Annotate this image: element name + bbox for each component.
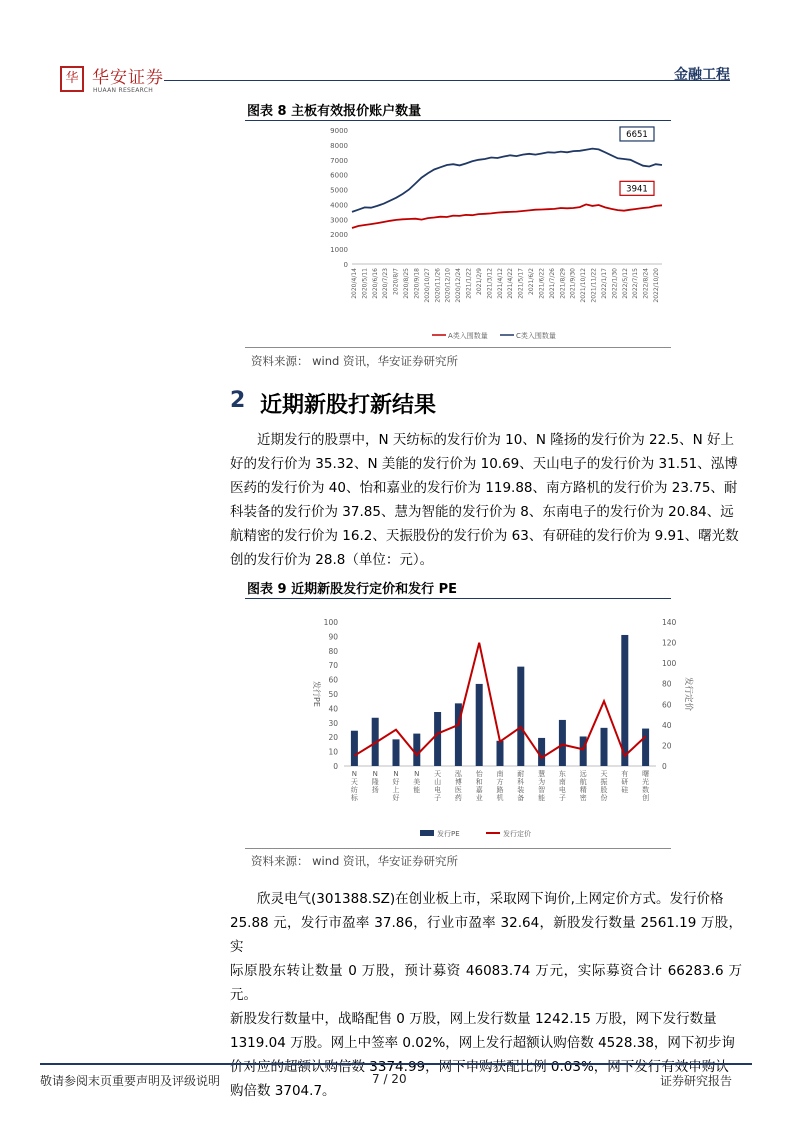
svg-text:航: 航: [579, 778, 587, 786]
x-tick-label: 2021/4/12: [496, 268, 504, 299]
pe-bar: [517, 667, 524, 766]
x-tick-label: 2020/11/26: [434, 268, 442, 303]
figure8-line-chart: [300, 122, 700, 347]
legend-label: 发行定价: [503, 830, 531, 838]
paragraph-line: 近期发行的股票中，N 天纺标的发行价为 10、N 隆扬的发行价为 22.5、N 好上: [257, 432, 734, 448]
y-right-tick-label: 100: [662, 659, 677, 669]
x-tick-label: 2022/5/12: [621, 268, 629, 299]
svg-text:药: 药: [454, 794, 462, 802]
paragraph-line: 价对应的超额认购倍数 3374.99，网下申购获配比例 0.03%，网下发行有效申购认: [230, 1059, 729, 1075]
x-category-label: [601, 770, 608, 802]
x-tick-label: 2020/8/7: [392, 268, 400, 295]
x-tick-label: 2022/7/15: [632, 268, 640, 299]
x-category-label: [497, 769, 504, 802]
section-title: 近期新股打新结果: [260, 393, 437, 418]
svg-text:天: 天: [600, 770, 608, 778]
svg-text:怡: 怡: [475, 770, 483, 778]
paragraph-line: 购倍数 3704.7。: [230, 1083, 336, 1099]
x-tick-label: 2020/4/14: [351, 268, 358, 299]
x-category-label: [372, 770, 379, 794]
paragraph-line: 1319.04 万股。网上中签率 0.02%，网上发行超额认购倍数 4528.38，网下初步询: [230, 1035, 735, 1051]
y-left-tick-label: 100: [323, 618, 338, 627]
x-tick-label: 2021/3/12: [486, 268, 494, 299]
svg-text:东: 东: [558, 770, 566, 778]
figure9-title: 图表 9 近期新股发行定价和发行 PE: [247, 582, 458, 597]
svg-text:精: 精: [579, 786, 587, 794]
figure8-bottom-rule: [245, 347, 671, 348]
svg-text:振: 振: [600, 778, 608, 786]
x-tick-label: 2022/1/30: [611, 268, 619, 299]
legend-label: A类入围数量: [448, 332, 488, 340]
x-tick-label: 2020/9/18: [413, 268, 421, 299]
x-category-label: [413, 770, 420, 794]
svg-text:股: 股: [600, 786, 608, 794]
paragraph-line: 创的发行价为 28.8（单位：元）。: [230, 552, 434, 568]
y-left-tick-label: 40: [328, 704, 338, 714]
svg-text:标: 标: [350, 794, 358, 802]
legend-label: C类入围数量: [516, 332, 556, 340]
svg-text:业: 业: [475, 794, 483, 802]
svg-text:科: 科: [517, 778, 525, 786]
pe-bar: [601, 728, 608, 766]
y-right-tick-label: 80: [662, 679, 672, 689]
y-tick-label: 9000: [330, 127, 348, 135]
y-left-tick-label: 30: [328, 718, 338, 728]
x-category-label: [455, 769, 463, 802]
svg-text:能: 能: [538, 794, 546, 802]
svg-text:子: 子: [558, 794, 566, 802]
svg-text:创: 创: [642, 794, 650, 802]
svg-text:装: 装: [517, 786, 525, 794]
y-right-tick-label: 40: [662, 720, 672, 730]
x-tick-label: 2020/12/24: [455, 268, 463, 303]
svg-text:南: 南: [558, 778, 566, 786]
svg-text:纺: 纺: [350, 786, 358, 794]
svg-text:山: 山: [434, 778, 442, 786]
svg-text:备: 备: [517, 794, 525, 802]
svg-text:光: 光: [642, 778, 650, 786]
svg-text:N: N: [372, 770, 378, 778]
y-tick-label: 1000: [330, 246, 348, 255]
legend-swatch-bar: [420, 830, 434, 836]
svg-text:能: 能: [413, 786, 421, 794]
x-tick-label: 2021/1/22: [465, 268, 473, 299]
svg-text:N: N: [393, 770, 399, 778]
svg-text:份: 份: [600, 794, 608, 802]
figure8-top-rule: [245, 120, 671, 121]
paragraph-line: 25.88 元，发行市盈率 37.86，行业市盈率 32.64，新股发行数量 2561.19 万股，实: [230, 915, 742, 955]
svg-text:子: 子: [434, 794, 442, 802]
svg-text:好: 好: [392, 778, 400, 786]
svg-text:耐: 耐: [517, 770, 525, 778]
x-category-label: [476, 769, 484, 802]
figure9-source: 资料来源： wind 资讯，华安证券研究所: [251, 854, 458, 868]
svg-text:天: 天: [434, 770, 442, 778]
x-category-label: [351, 770, 359, 802]
svg-text:隆: 隆: [371, 778, 379, 786]
y-right-tick-label: 20: [662, 741, 672, 751]
y-tick-label: 6000: [330, 171, 348, 180]
y-left-tick-label: 0: [333, 762, 338, 771]
svg-text:N: N: [351, 770, 358, 778]
y-left-tick-label: 80: [328, 646, 338, 656]
y-left-tick-label: 50: [328, 690, 338, 699]
svg-text:为: 为: [538, 778, 546, 786]
x-category-label: [580, 770, 587, 802]
svg-text:南: 南: [496, 770, 504, 778]
pe-bar: [497, 741, 504, 766]
x-tick-label: 2021/9/30: [569, 268, 577, 299]
svg-text:路: 路: [496, 786, 504, 794]
y-right-tick-label: 60: [662, 700, 672, 710]
header-divider: [164, 80, 730, 81]
svg-text:好: 好: [392, 794, 400, 802]
paragraph-line: 科装备的发行价为 37.85、慧为智能的发行价为 8、东南电子的发行价为 20.84、远: [230, 504, 734, 520]
x-tick-label: 2021/6/22: [538, 268, 546, 299]
svg-text:机: 机: [496, 794, 504, 802]
pe-bar: [434, 712, 441, 766]
logo-mark-icon: 华: [60, 66, 84, 92]
pe-bar: [642, 729, 649, 766]
svg-text:电: 电: [434, 786, 442, 794]
y-tick-label: 3000: [330, 216, 348, 225]
x-category-label: [538, 769, 545, 802]
svg-text:密: 密: [579, 794, 587, 802]
svg-text:天: 天: [350, 778, 358, 786]
report-category: 金融工程: [674, 67, 730, 83]
x-tick-label: 2020/12/10: [444, 268, 452, 303]
svg-text:泓: 泓: [454, 770, 462, 778]
paragraph-line: 航精密的发行价为 16.2、天振股份的发行价为 63、有研硅的发行价为 9.91、曙光数: [230, 528, 739, 544]
x-category-label: [393, 770, 400, 802]
y-left-tick-label: 10: [328, 747, 338, 757]
x-category-label: [517, 769, 524, 802]
y-tick-label: 0: [343, 261, 348, 269]
footer-doc-type: 证券研究报告: [659, 1074, 732, 1088]
company-logo-english: HUAAN RESEARCH: [93, 87, 154, 94]
y-right-axis-title: 发行定价: [683, 676, 693, 712]
x-tick-label: 2020/5/11: [361, 268, 369, 299]
x-tick-label: 2021/10/12: [580, 268, 588, 303]
paragraph-line: 际原股东转让数量 0 万股，预计募资 46083.74 万元，实际募资合计 66283.6 万元。: [230, 963, 742, 1003]
paragraph-line: 医药的发行价为 40、怡和嘉业的发行价为 119.88、南方路机的发行价为 23.75、耐: [230, 480, 738, 496]
svg-text:博: 博: [454, 778, 462, 786]
svg-text:有: 有: [621, 770, 629, 778]
paragraph-line: 新股发行数量中，战略配售 0 万股，网上发行数量 1242.15 万股，网下发行数量: [230, 1011, 717, 1027]
company-logo-text: 华安证券: [92, 68, 164, 88]
svg-text:扬: 扬: [371, 786, 379, 794]
legend-label: 发行PE: [437, 830, 460, 838]
svg-text:慧: 慧: [538, 770, 546, 778]
paragraph-line: 好的发行价为 35.32、N 美能的发行价为 10.69、天山电子的发行价为 31.51、泓博: [230, 456, 738, 472]
svg-text:智: 智: [538, 786, 546, 794]
pe-bar: [351, 731, 358, 766]
y-right-tick-label: 140: [662, 618, 677, 627]
footer-divider: [40, 1063, 752, 1065]
pe-bar: [413, 734, 420, 766]
page-number: 7 / 20: [372, 1072, 407, 1086]
y-tick-label: 2000: [330, 231, 348, 240]
svg-text:嘉: 嘉: [475, 786, 483, 794]
footer-disclaimer: 敬请参阅末页重要声明及评级说明: [40, 1074, 221, 1088]
x-tick-label: 2020/8/25: [403, 268, 411, 299]
x-tick-label: 2021/6/2: [528, 268, 536, 295]
y-left-axis-title: 发行PE: [312, 681, 321, 707]
svg-text:N: N: [414, 770, 420, 778]
x-tick-label: 2020/10/27: [423, 268, 431, 303]
y-tick-label: 5000: [330, 186, 348, 195]
x-tick-label: 2020/7/23: [382, 268, 390, 299]
y-left-tick-label: 90: [328, 632, 338, 642]
y-tick-label: 7000: [330, 156, 348, 165]
y-left-tick-label: 70: [328, 661, 338, 671]
x-tick-label: 2021/11/22: [590, 268, 598, 303]
x-category-label: [559, 769, 566, 802]
svg-text:方: 方: [496, 778, 504, 786]
figure8-title: 图表 8 主板有效报价账户数量: [247, 104, 422, 119]
y-tick-label: 4000: [330, 201, 348, 210]
figure9-bottom-rule: [245, 848, 671, 849]
svg-text:和: 和: [475, 778, 483, 786]
series-line-a: [352, 204, 662, 228]
end-label-value: 3941: [626, 184, 648, 195]
pe-bar: [538, 738, 545, 766]
y-left-tick-label: 60: [328, 675, 338, 685]
y-tick-label: 8000: [330, 141, 348, 150]
svg-text:医: 医: [454, 786, 462, 794]
svg-text:硅: 硅: [621, 786, 629, 794]
paragraph-recent-ipos: [230, 428, 742, 572]
svg-text:远: 远: [579, 770, 587, 778]
y-left-tick-label: 20: [328, 733, 338, 743]
x-tick-label: 2022/1/17: [600, 268, 608, 299]
pe-bar: [559, 720, 566, 766]
svg-text:电: 电: [558, 786, 566, 794]
x-category-label: [434, 770, 441, 802]
y-right-tick-label: 120: [662, 638, 677, 648]
x-tick-label: 2020/6/16: [371, 268, 379, 299]
pe-bar: [580, 736, 587, 766]
y-right-tick-label: 0: [662, 762, 667, 771]
paragraph-line: 欣灵电气(301388.SZ)在创业板上市，采取网下询价,上网定价方式。发行价格: [257, 891, 724, 907]
end-label-value: 6651: [626, 129, 648, 140]
x-tick-label: 2021/4/22: [507, 268, 515, 299]
pe-bar: [393, 739, 400, 766]
x-tick-label: 2022/8/24: [642, 268, 650, 299]
x-tick-label: 2021/8/29: [559, 268, 567, 299]
svg-text:上: 上: [392, 786, 400, 794]
section-number: 2: [230, 388, 246, 413]
pe-bar: [621, 635, 628, 766]
figure8-source: 资料来源： wind 资讯，华安证券研究所: [251, 354, 458, 368]
svg-text:研: 研: [621, 778, 629, 786]
x-tick-label: 2021/5/17: [517, 268, 525, 299]
x-category-label: [621, 769, 628, 794]
svg-text:数: 数: [642, 786, 650, 794]
svg-text:曙: 曙: [642, 770, 650, 778]
x-tick-label: 2021/2/9: [475, 268, 483, 295]
pe-bar: [476, 684, 483, 766]
figure9-combo-chart: [300, 604, 700, 844]
paragraph-xinling-ipo: [230, 887, 742, 1103]
svg-text:美: 美: [413, 778, 421, 786]
series-line-c: [352, 149, 662, 212]
x-category-label: [642, 769, 649, 802]
x-tick-label: 2022/10/20: [653, 268, 660, 303]
x-tick-label: 2021/7/26: [548, 268, 556, 299]
figure9-top-rule: [245, 598, 671, 599]
